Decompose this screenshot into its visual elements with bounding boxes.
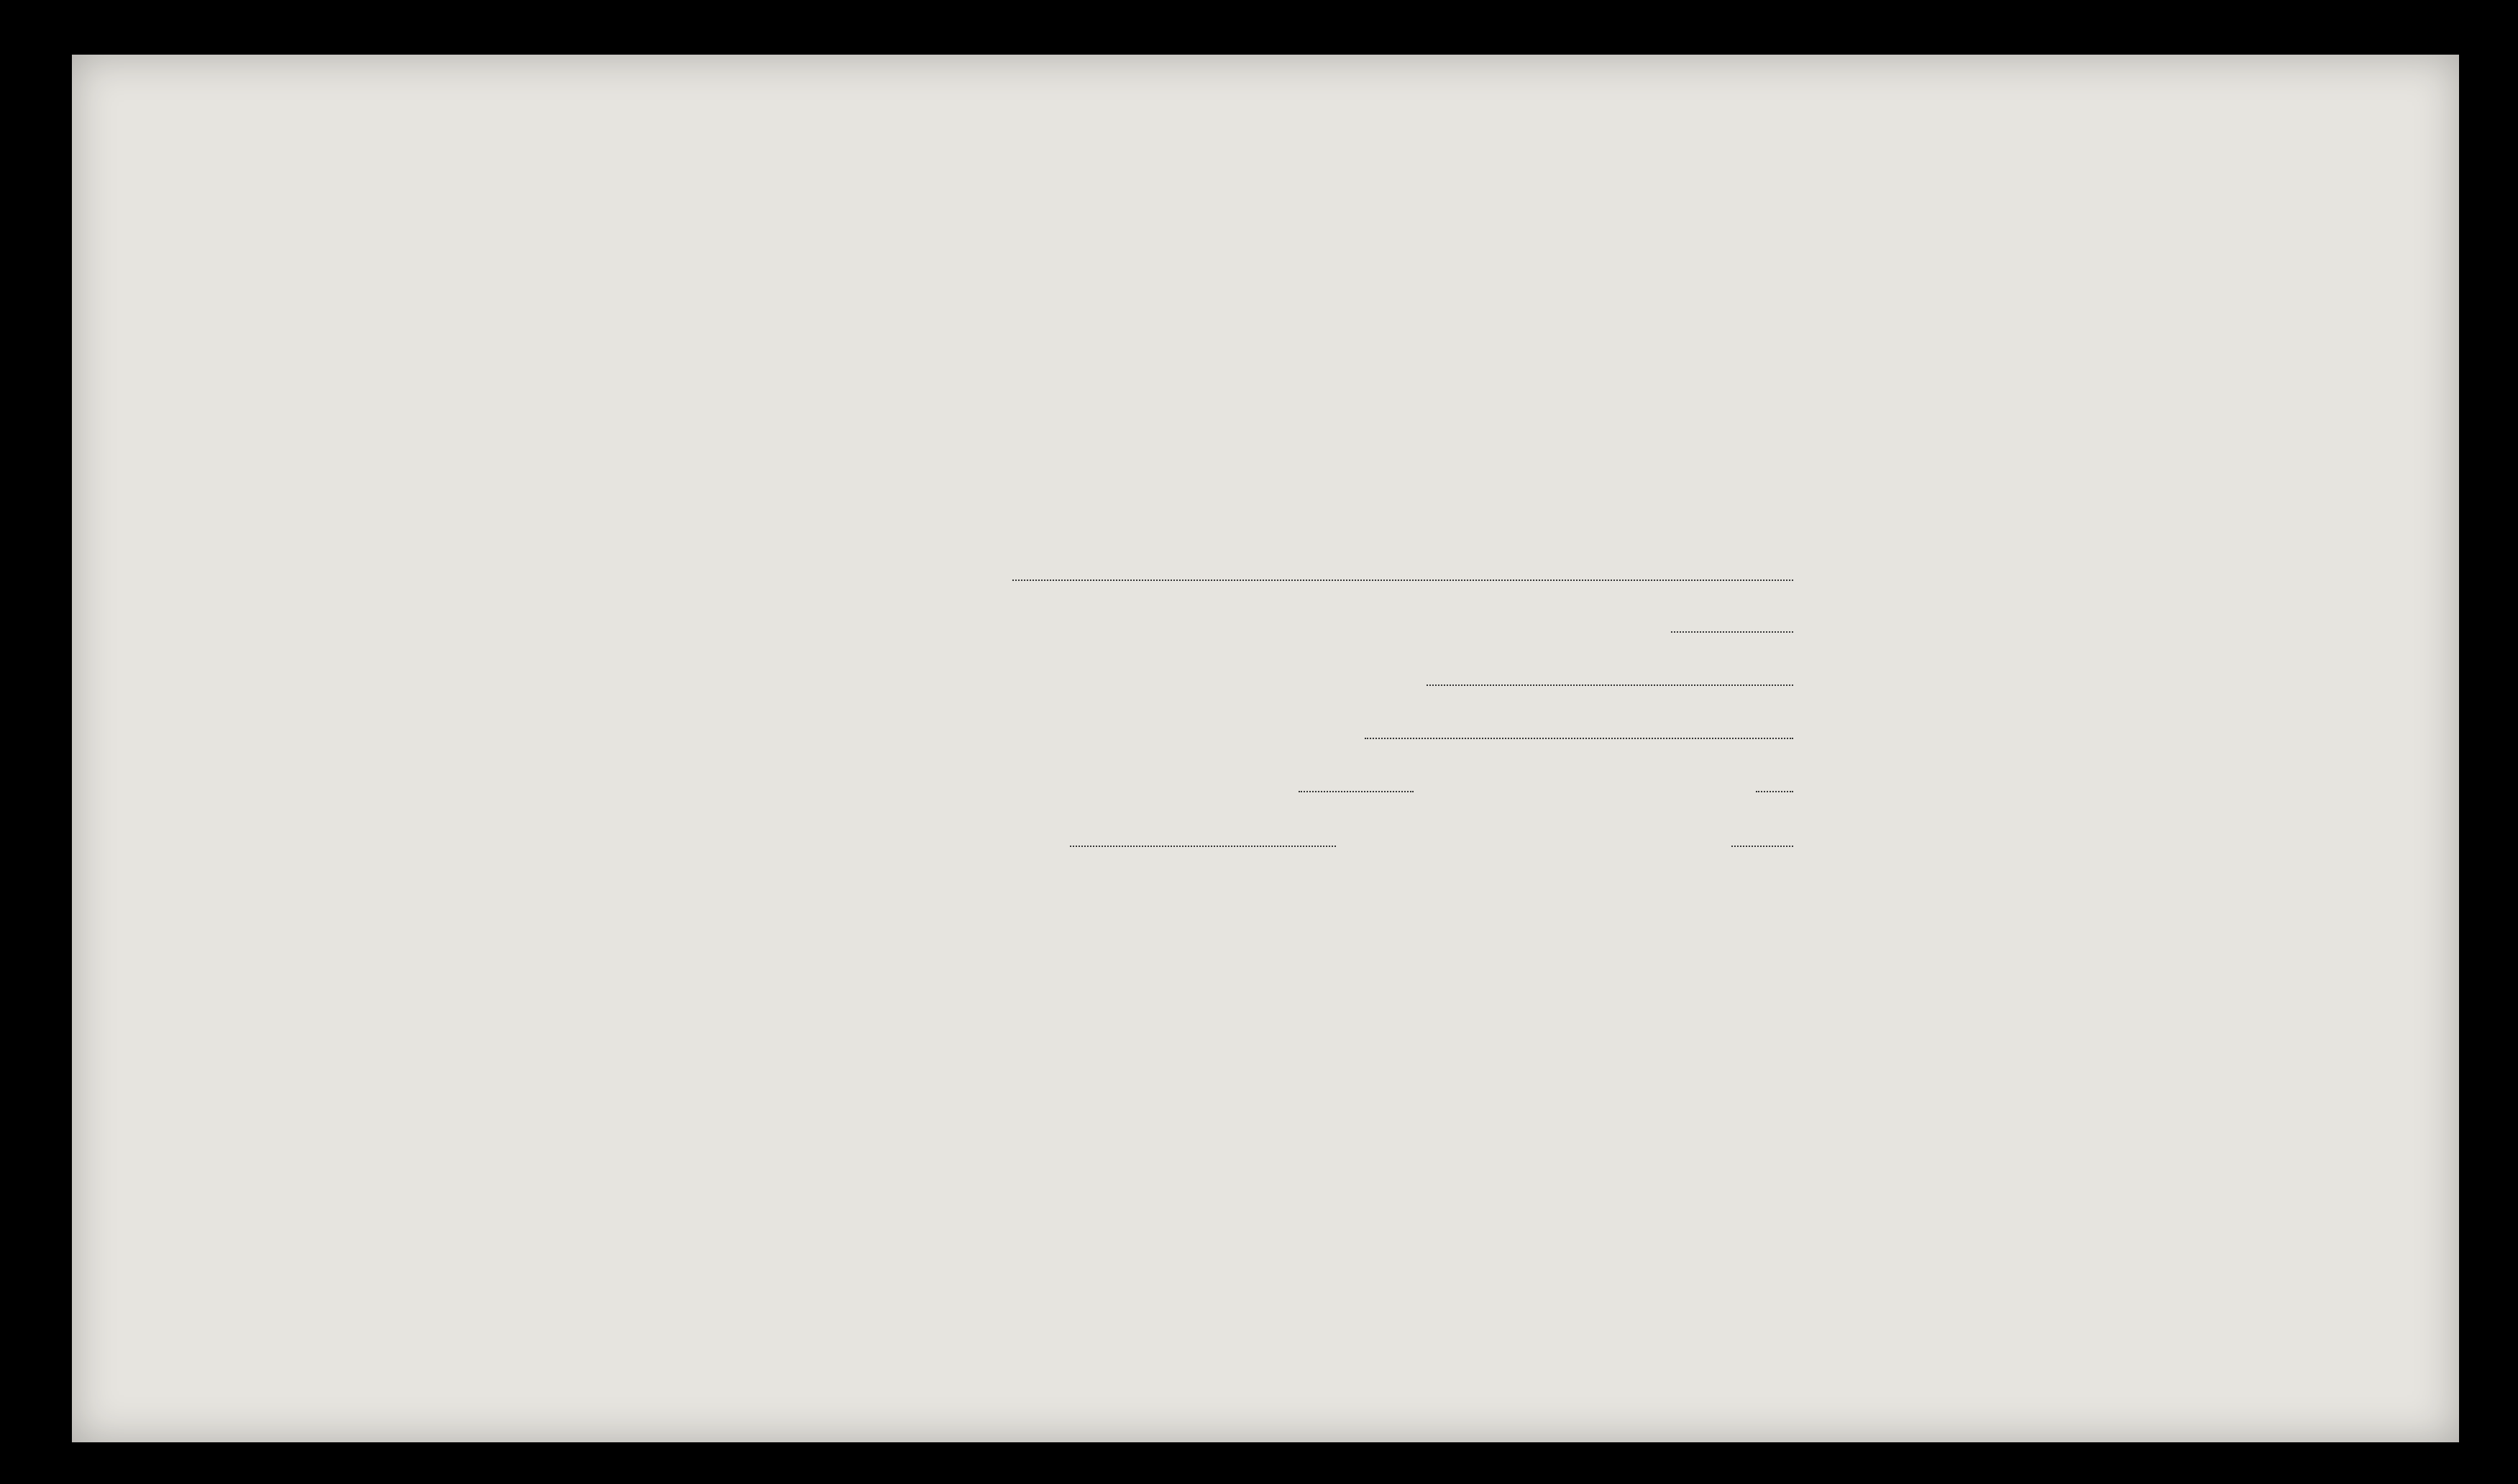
crop-table — [109, 111, 2432, 439]
fine-print-heading — [685, 453, 1475, 489]
middle-section — [109, 439, 2432, 922]
lease-table — [109, 922, 2432, 1411]
census-card — [72, 55, 2459, 1442]
